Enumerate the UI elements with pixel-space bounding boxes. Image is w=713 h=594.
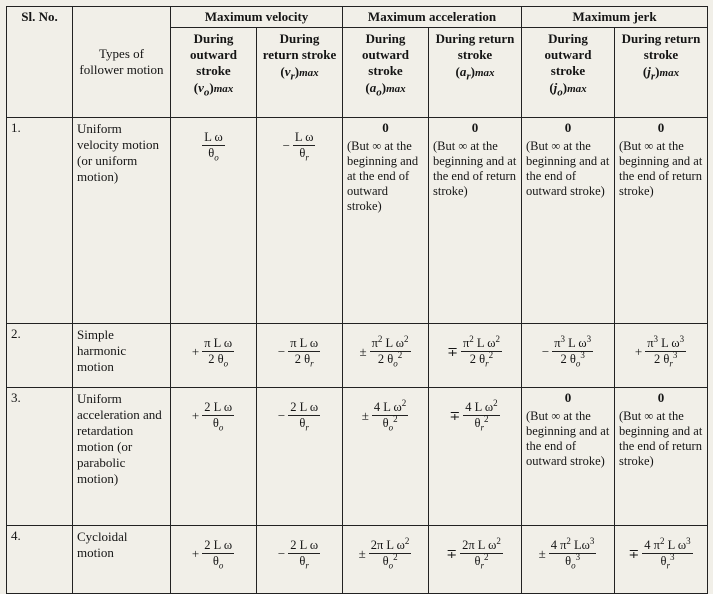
cell-vel-out (171, 526, 257, 594)
cell-vel-ret (257, 324, 343, 388)
fraction (202, 336, 234, 369)
cell-acc-ret (429, 118, 522, 324)
cell-vel-out (171, 324, 257, 388)
fraction-denominator: $\theta_r$ (299, 416, 309, 433)
formula (282, 130, 317, 163)
cell-jerk-out (522, 388, 615, 526)
fraction-denominator: $\theta_o^2$ (382, 551, 398, 571)
fraction-denominator: 2 $\theta_r^2$ (469, 349, 494, 369)
header-max-jerk: Maximum jerk (522, 7, 708, 28)
fraction-numerator: 2π L $\omega^2$ (462, 535, 501, 552)
cell-jerk-ret (615, 526, 708, 594)
header-jerk-outward: During outward stroke $(j_o)\max$ (522, 28, 615, 118)
fraction (202, 400, 234, 433)
header-sl-no: Sl. No. (7, 7, 73, 118)
cell-vel-out (171, 118, 257, 324)
fraction-numerator: L ω (294, 130, 314, 144)
fraction-denominator: $\theta_r$ (299, 146, 309, 163)
formula-sign: − (541, 343, 550, 359)
cell-acc-ret (429, 324, 522, 388)
cell-note: (But ∞ at the beginning and at the end of outward stroke) (526, 139, 610, 198)
cell-acc-out (343, 324, 429, 388)
fraction-numerator: 2π L $\omega^2$ (370, 535, 410, 552)
fraction-denominator: 2 $\theta_o^3$ (560, 349, 585, 369)
cell-vel-ret (257, 388, 343, 526)
cell-acc-out (343, 526, 429, 594)
fraction-numerator: 4 $\pi^2$ $L\omega^3$ (550, 535, 595, 552)
fraction (202, 130, 225, 163)
fraction (293, 130, 316, 163)
row-motion-type: Uniform acceleration and retardation motion (or parabolic motion) (73, 388, 171, 526)
fraction (288, 336, 320, 369)
header-acc-outward: During outward stroke $(a_o)\max$ (343, 28, 429, 118)
fraction-denominator: 2 $\theta_r$ (294, 352, 314, 369)
cell-value: 0 (382, 120, 389, 135)
table-row (7, 526, 708, 594)
cell-note: (But ∞ at the beginning and at the end of return stroke) (619, 139, 703, 198)
cell-value: 0 (657, 390, 665, 405)
fraction-denominator: 2 $\theta_o^2$ (377, 349, 403, 369)
header-vel-outward: During outward stroke $(v_o)\max$ (171, 28, 257, 118)
fraction (202, 538, 234, 571)
formula (446, 535, 504, 571)
fraction-denominator: $\theta_o$ (212, 416, 224, 433)
fraction (369, 535, 412, 571)
fraction-numerator: 2 L ω (204, 538, 233, 552)
row-sl-no: 1. (7, 118, 73, 324)
formula-sign: ∓ (446, 545, 458, 561)
cell-jerk-ret (615, 324, 708, 388)
formula (361, 397, 410, 433)
formula (538, 535, 598, 571)
formula (201, 130, 226, 163)
fraction-numerator: $\pi^2$ L $\omega^2$ (462, 333, 500, 350)
formula (359, 333, 411, 369)
cell-note: (But ∞ at the beginning and at the end of return stroke) (619, 409, 703, 468)
formula (358, 535, 413, 571)
formula (277, 538, 321, 571)
header-acc-return: During return stroke $(a_r)\max$ (429, 28, 522, 118)
fraction-denominator: $\theta_r^2$ (474, 413, 489, 433)
follower-motion-table (6, 6, 708, 594)
cell-note: (But ∞ at the beginning and at the end of return stroke) (433, 139, 517, 198)
fraction (463, 397, 499, 433)
formula (449, 397, 500, 433)
fraction-denominator: $\theta_o^3$ (565, 551, 581, 571)
row-motion-type: Cycloidal motion (73, 526, 171, 594)
header-types: Types of follower motion (73, 7, 171, 118)
fraction-denominator: $\theta_r^3$ (660, 551, 675, 571)
table-row (7, 324, 708, 388)
fraction-denominator: $\theta_o$ (212, 554, 224, 571)
formula (191, 336, 235, 369)
header-max-acceleration: Maximum acceleration (343, 7, 522, 28)
formula (277, 336, 321, 369)
formula (541, 333, 594, 369)
row-motion-type: Uniform velocity motion (or uniform motion) (73, 118, 171, 324)
fraction-denominator: $\theta_o$ (208, 146, 219, 163)
fraction-numerator: 4 $\pi^2$ L $\omega^3$ (644, 535, 691, 552)
fraction (288, 538, 320, 571)
cell-jerk-out (522, 526, 615, 594)
fraction (372, 397, 408, 433)
cell-acc-ret (429, 388, 522, 526)
row-motion-type: Simple harmonic motion (73, 324, 171, 388)
formula-sign: − (277, 407, 286, 423)
formula-sign: ∓ (628, 545, 640, 561)
formula-sign: ± (538, 545, 546, 561)
fraction-denominator: 2 $\theta_r^3$ (653, 349, 678, 369)
formula-sign: − (282, 137, 290, 153)
fraction (370, 333, 411, 369)
fraction (552, 333, 593, 369)
cell-note: (But ∞ at the beginning and at the end of outward stroke) (526, 409, 610, 468)
fraction-denominator: $\theta_o^2$ (382, 413, 398, 433)
cell-acc-out (343, 388, 429, 526)
formula (628, 535, 693, 571)
cell-vel-ret (257, 526, 343, 594)
formula (634, 333, 687, 369)
fraction-numerator: π L ω (290, 336, 319, 350)
cell-value: 0 (564, 390, 572, 405)
formula (191, 538, 235, 571)
cell-acc-ret (429, 526, 522, 594)
formula-sign: + (191, 545, 200, 561)
table-row (7, 388, 708, 526)
fraction (645, 333, 686, 369)
cell-acc-out (343, 118, 429, 324)
fraction-numerator: 2 L ω (204, 400, 233, 414)
cell-value: 0 (564, 120, 572, 135)
header-max-velocity: Maximum velocity (171, 7, 343, 28)
cell-jerk-ret (615, 118, 708, 324)
fraction-numerator: π L ω (204, 336, 233, 350)
cell-jerk-out (522, 324, 615, 388)
formula (277, 400, 321, 433)
fraction (549, 535, 597, 571)
formula-sign: − (277, 545, 286, 561)
header-row-groups (7, 7, 708, 28)
table-body (7, 118, 708, 594)
fraction-denominator: $\theta_r$ (299, 554, 309, 571)
fraction (642, 535, 692, 571)
fraction-denominator: $\theta_r^2$ (474, 551, 489, 571)
row-sl-no: 2. (7, 324, 73, 388)
fraction-numerator: 2 L ω (290, 400, 319, 414)
formula (447, 333, 503, 369)
fraction-numerator: 4 L $\omega^2$ (465, 397, 498, 414)
formula-sign: + (191, 407, 200, 423)
fraction-numerator: L ω (204, 130, 223, 144)
formula-sign: + (634, 343, 643, 359)
fraction-denominator: 2 $\theta_o$ (208, 352, 229, 369)
cell-jerk-ret (615, 388, 708, 526)
fraction-numerator: $\pi^2$ L $\omega^2$ (371, 333, 409, 350)
cell-vel-out (171, 388, 257, 526)
cell-vel-ret (257, 118, 343, 324)
formula-sign: ± (358, 545, 366, 561)
fraction (288, 400, 320, 433)
cell-note: (But ∞ at the beginning and at the end of outward stroke) (347, 139, 419, 213)
cell-jerk-out (522, 118, 615, 324)
formula-sign: ∓ (447, 343, 458, 359)
cell-value: 0 (657, 120, 665, 135)
fraction-numerator: 2 L ω (290, 538, 319, 552)
formula-sign: + (191, 343, 200, 359)
row-sl-no: 4. (7, 526, 73, 594)
header-vel-return: During return stroke $(v_r)\max$ (257, 28, 343, 118)
formula-sign: ∓ (449, 407, 461, 423)
fraction-numerator: $\pi^3$ L $\omega^3$ (647, 333, 685, 350)
formula-sign: ± (361, 407, 369, 423)
formula-sign: − (277, 343, 286, 359)
row-sl-no: 3. (7, 388, 73, 526)
fraction-numerator: $\pi^3$ L $\omega^3$ (554, 333, 592, 350)
fraction (461, 333, 502, 369)
formula (191, 400, 235, 433)
fraction (460, 535, 503, 571)
cell-value: 0 (471, 120, 479, 135)
table-row (7, 118, 708, 324)
header-jerk-return: During return stroke $(j_r)\max$ (615, 28, 708, 118)
formula-sign: ± (359, 343, 367, 359)
fraction-numerator: 4 L $\omega^2$ (373, 397, 407, 414)
